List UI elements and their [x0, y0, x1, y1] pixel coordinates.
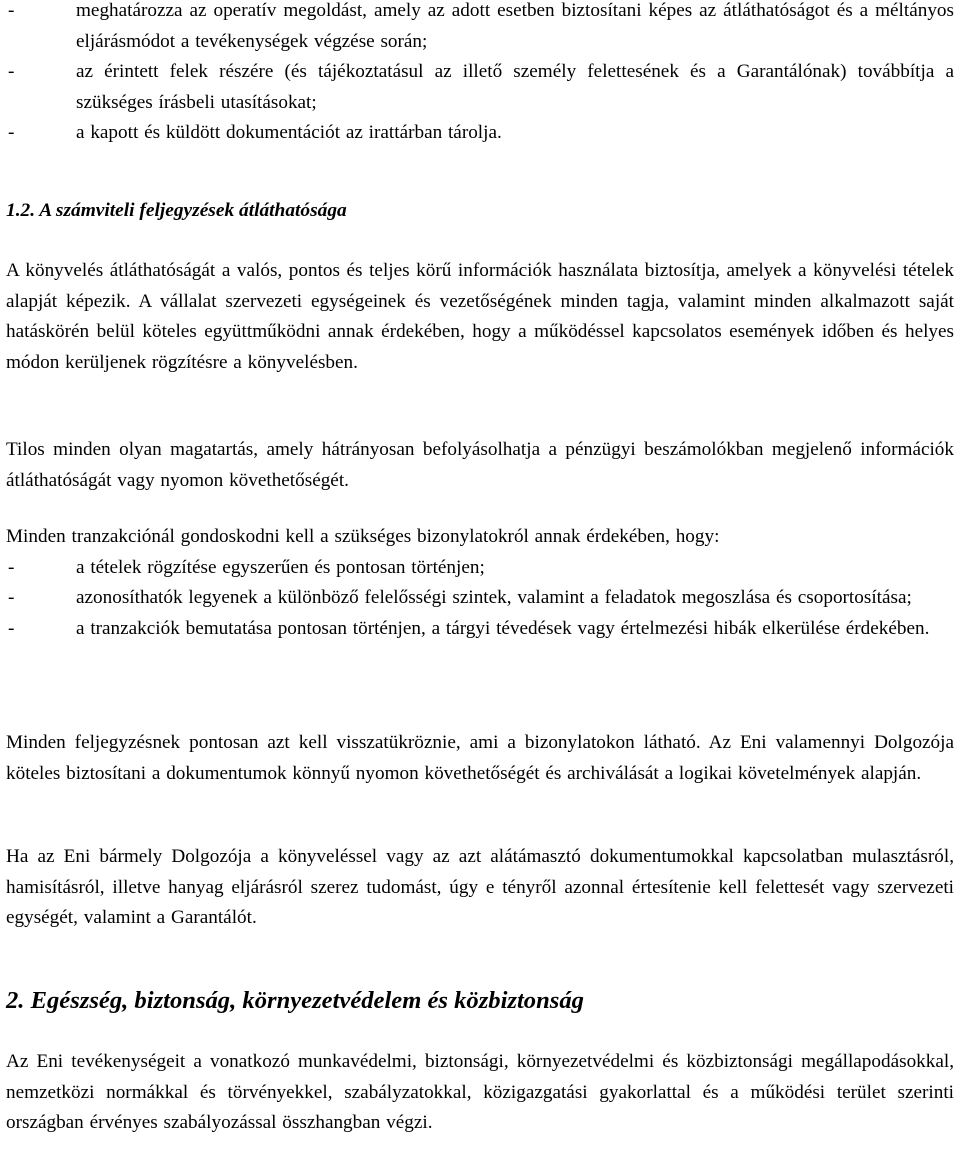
section-1-2-paragraph-3-block — [6, 522, 954, 644]
continuation-list — [6, 0, 954, 149]
paragraph: Ha az Eni bármely Dolgozója a könyveléssel vagy az azt alátámasztó dokumentumokkal kapcsolatban mulasztásról, hamisításról, illetve hanyag eljárásról szerez tudomást, úgy e tényről azonnal értesítenie kell felettesét vagy szervezeti egységét, valamint a Garantálót. — [6, 846, 954, 928]
list-item-text: meghatározza az operatív megoldást, amely az adott esetben biztosítani képes az átláthatóságot és a méltányos eljárásmódot a tevékenységek végzése során; — [76, 0, 954, 52]
list-dash: - — [8, 556, 15, 578]
section-1-2-paragraph-1-block — [6, 256, 954, 378]
list-item-text: a tranzakciók bemutatása pontosan történjen, a tárgyi tévedések vagy értelmezési hibák elkerülése érdekében. — [76, 617, 930, 639]
paragraph-intro: Minden tranzakciónál gondoskodni kell a szükséges bizonylatokról annak érdekében, hogy: — [6, 526, 720, 547]
list-dash: - — [8, 0, 15, 21]
paragraph: A könyvelés átláthatóságát a valós, pontos és teljes körű információk használata biztosítja, amelyek a könyvelési tételek alapját képezik. A vállalat szervezeti egységeinek és vezetőségének minden tagja, valamint minden alkalmazott saját hatáskörén belül köteles együttműködni annak érdekében, hogy a működéssel kapcsolatos események időben és helyes módon kerüljenek rögzítésre a könyvelésben. — [6, 260, 954, 373]
list-item — [6, 614, 954, 645]
list-item-text: az érintett felek részére (és tájékoztatásul az illető személy felettesének és a Garantálónak) továbbítja a szükséges írásbeli utasításokat; — [76, 61, 954, 113]
list-item — [6, 118, 954, 149]
list-dash: - — [8, 587, 15, 608]
section-2-heading-block — [6, 985, 954, 1017]
section-1-2-heading-block — [6, 196, 954, 226]
list-item-text: azonosíthatók legyenek a különböző felelősségi szintek, valamint a feladatok megoszlása és csoportosítása; — [76, 587, 912, 608]
section-1-2-paragraph-2-block — [6, 435, 954, 496]
requirements-list — [6, 553, 954, 645]
section-heading: 1.2. A számviteli feljegyzések átláthatósága — [6, 200, 347, 221]
section-1-2-paragraph-4-block — [6, 728, 954, 789]
list-item — [6, 57, 954, 118]
continuation-list-block — [6, 0, 954, 149]
paragraph: Az Eni tevékenységeit a vonatkozó munkavédelmi, biztonsági, környezetvédelmi és közbiztonsági megállapodásokkal, nemzetközi normákkal és törvényekkel, szabályzatokkal, közigazgatási gyakorlattal és a működési terület szerinti országban érvényes szabályozással összhangban végzi. — [6, 1051, 954, 1133]
list-item-text: a tételek rögzítése egyszerűen és pontosan történjen; — [76, 556, 485, 578]
list-item — [6, 553, 954, 584]
section-2-paragraph-1-block — [6, 1047, 954, 1139]
list-item — [6, 0, 954, 57]
paragraph: Minden feljegyzésnek pontosan azt kell visszatükröznie, ami a bizonylatokon látható. Az Eni valamennyi Dolgozója köteles biztosítani a dokumentumok könnyű nyomon követhetőségét és archiválását a logikai követelmények alapján. — [6, 732, 954, 784]
list-item-text: a kapott és küldött dokumentációt az irattárban tárolja. — [76, 122, 502, 143]
list-item — [6, 583, 954, 614]
list-dash: - — [8, 61, 15, 82]
paragraph: Tilos minden olyan magatartás, amely hátrányosan befolyásolhatja a pénzügyi beszámolókban megjelenő információk átláthatóságát vagy nyomon követhetőségét. — [6, 439, 954, 491]
section-1-2-paragraph-5-block — [6, 842, 954, 934]
list-dash: - — [8, 122, 15, 143]
chapter-heading: 2. Egészség, biztonság, környezetvédelem és közbiztonság — [6, 987, 584, 1014]
list-dash: - — [8, 617, 15, 639]
